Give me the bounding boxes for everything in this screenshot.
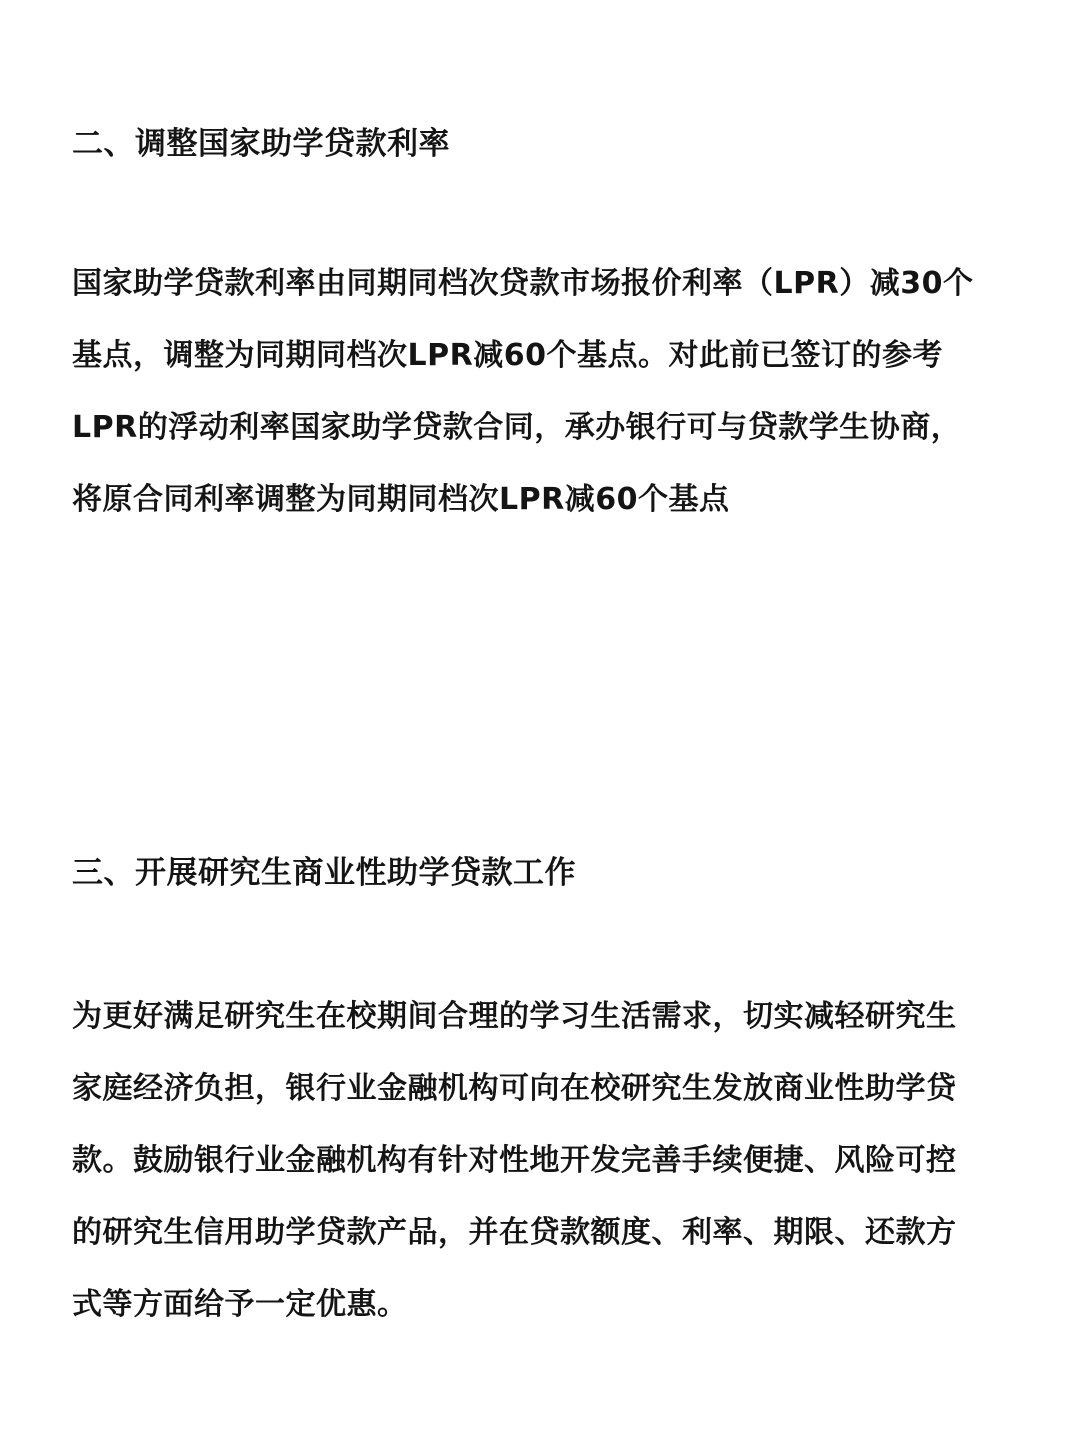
paragraph-line: 的研究生信用助学贷款产品，并在贷款额度、利率、期限、还款方 — [72, 1215, 957, 1250]
section-heading-loan-rate: 二、调整国家助学贷款利率 — [72, 126, 450, 162]
paragraph-line: LPR的浮动利率国家助学贷款合同，承办银行可与贷款学生协商， — [72, 410, 962, 445]
paragraph-line: 将原合同利率调整为同期同档次LPR减60个基点 — [72, 482, 730, 517]
paragraph-line: 国家助学贷款利率由同期同档次贷款市场报价利率（LPR）减30个 — [72, 266, 974, 301]
paragraph-line: 基点，调整为同期同档次LPR减60个基点。对此前已签订的参考 — [72, 338, 943, 373]
paragraph-line: 式等方面给予一定优惠。 — [72, 1287, 408, 1322]
paragraph-line: 款。鼓励银行业金融机构有针对性地开发完善手续便捷、风险可控 — [72, 1143, 957, 1178]
paragraph-line: 为更好满足研究生在校期间合理的学习生活需求，切实减轻研究生 — [72, 999, 957, 1034]
section-paragraph-graduate-loan — [72, 981, 1012, 1341]
section-heading-graduate-loan: 三、开展研究生商业性助学贷款工作 — [72, 855, 576, 891]
section-paragraph-loan-rate — [72, 248, 1012, 536]
paragraph-line: 家庭经济负担，银行业金融机构可向在校研究生发放商业性助学贷 — [72, 1071, 957, 1106]
